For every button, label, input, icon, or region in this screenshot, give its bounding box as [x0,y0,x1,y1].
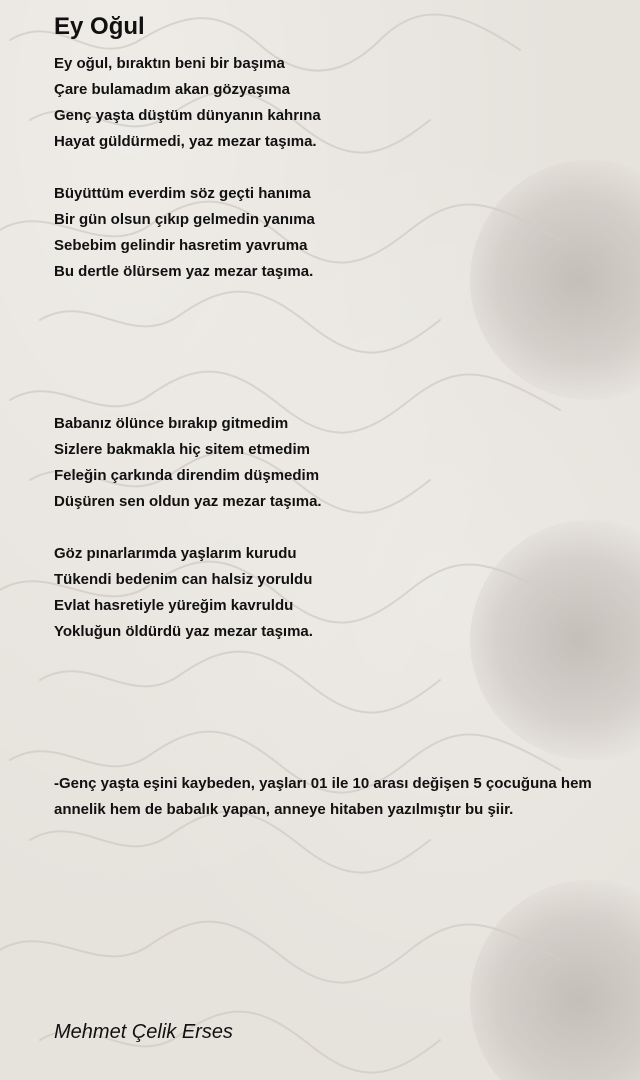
poem-note: -Genç yaşta eşini kaybeden, yaşları 01 ile 10 arası değişen 5 çocuğuna hem annelik hem de babalık yapan, anneye hitaben yazılmıştır bu şiir. [54,775,592,818]
poem-line: Yokluğun öldürdü yaz mezar taşıma. [54,623,313,640]
poem-line: Tükendi bedenim can halsiz yoruldu [54,571,313,588]
poem-line: Sizlere bakmakla hiç sitem etmedim [54,441,310,458]
stanza-1 [54,51,321,155]
poem-line: Babanız ölünce bırakıp gitmedim [54,415,289,432]
poem-line: Ey oğul, bıraktın beni bir başıma [54,55,285,72]
poem-line: Göz pınarlarımda yaşlarım kurudu [54,545,297,562]
stanza-2 [54,181,315,285]
poem-line: Bir gün olsun çıkıp gelmedin yanıma [54,211,315,228]
stanza-4 [54,541,313,645]
poem-line: Evlat hasretiyle yüreğim kavruldu [54,597,294,614]
poem-title: Ey Oğul [54,13,145,40]
poem-line: Feleğin çarkında direndim düşmedim [54,467,320,484]
poem-author: Mehmet Çelik Erses [54,1021,233,1043]
poem-line: Bu dertle ölürsem yaz mezar taşıma. [54,263,314,280]
stanza-3 [54,411,322,515]
poem-line: Çare bulamadım akan gözyaşıma [54,81,290,98]
poem-line: Sebebim gelindir hasretim yavruma [54,237,308,254]
poem-line: Düşüren sen oldun yaz mezar taşıma. [54,493,322,510]
poem-line: Genç yaşta düştüm dünyanın kahrına [54,107,321,124]
poem-line: Büyüttüm everdim söz geçti hanıma [54,185,311,202]
poem-line: Hayat güldürmedi, yaz mezar taşıma. [54,133,317,150]
